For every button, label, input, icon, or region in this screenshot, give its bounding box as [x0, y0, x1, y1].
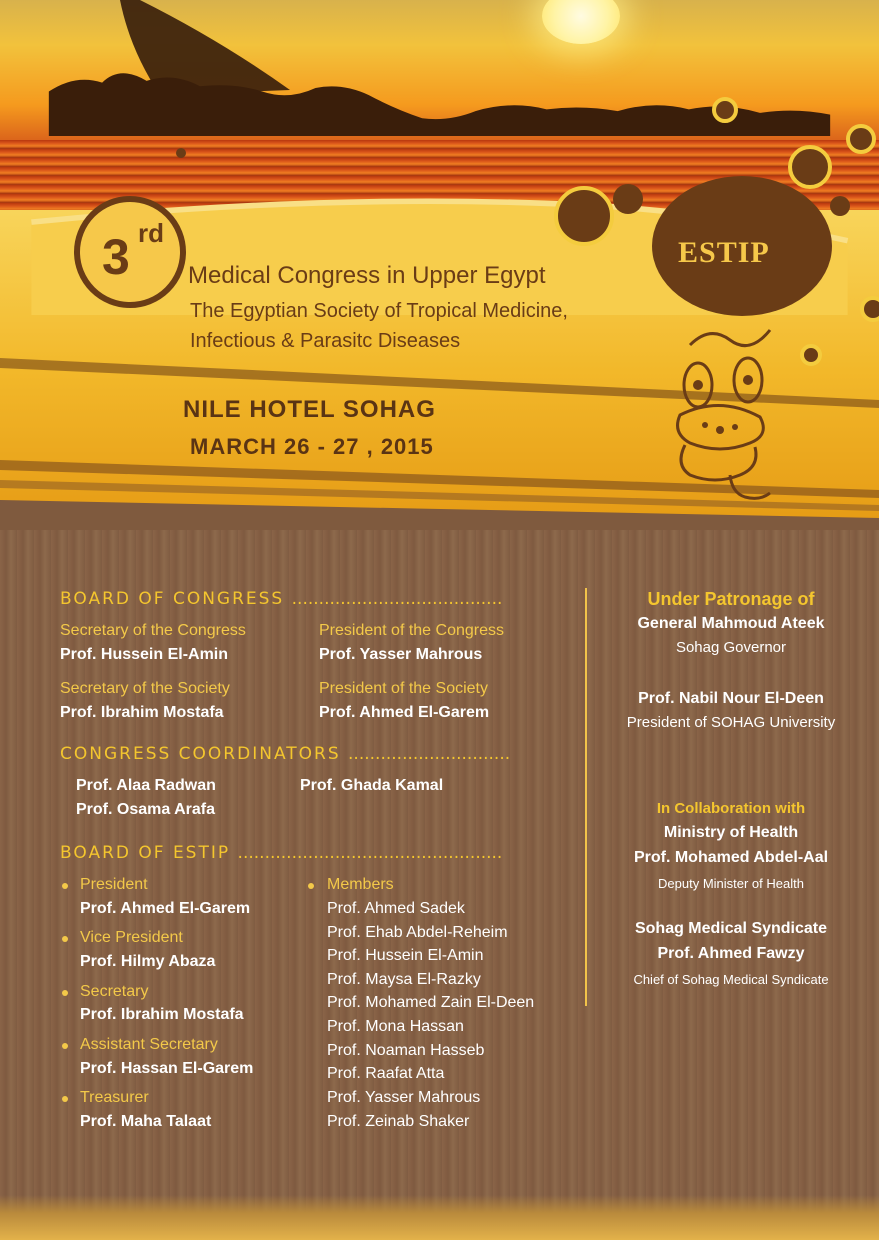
bullet-point	[62, 1043, 68, 1049]
coordinator-name: Prof. Alaa Radwan	[76, 777, 216, 794]
parasite-illustration	[660, 325, 780, 505]
collaborator-title: Chief of Sohag Medical Syndicate	[633, 972, 829, 987]
collaborator-name: Prof. Mohamed Abdel-Aal	[633, 849, 829, 866]
board-of-estip-heading	[60, 843, 502, 863]
estip-officer-name: Prof. Ahmed El-Garem	[80, 900, 251, 917]
estip-officer-role: Vice President	[80, 929, 183, 946]
society-name-line1: The Egyptian Society of Tropical Medicine,	[190, 300, 568, 322]
patron-name: General Mahmoud Ateek	[637, 615, 825, 632]
palm-tree-silhouette	[0, 56, 879, 136]
bullet-point	[62, 936, 68, 942]
estip-officer-role: Assistant Secretary	[80, 1036, 218, 1053]
estip-officer-role: Secretary	[80, 983, 149, 1000]
decor-circle	[788, 145, 832, 189]
congress-president-name: Prof. Yasser Mahrous	[319, 646, 483, 663]
collaborator-org: Ministry of Health	[663, 824, 799, 841]
dotted-leader: ..............................	[348, 744, 511, 764]
member-name: Prof. Zeinab Shaker	[327, 1113, 470, 1130]
edition-suffix: rd	[138, 218, 164, 248]
member-name: Prof. Hussein El-Amin	[327, 947, 484, 964]
dotted-leader: .......................................	[291, 589, 503, 609]
poster-header	[0, 0, 879, 530]
bullet-point	[62, 1096, 68, 1102]
decor-circle	[860, 296, 879, 322]
decor-circle	[554, 186, 614, 246]
edition-number: 3	[102, 229, 128, 285]
coordinators-title: CONGRESS COORDINATORS	[60, 744, 341, 764]
estip-officer-name: Prof. Hassan El-Garem	[80, 1060, 254, 1077]
decor-circle	[846, 124, 876, 154]
member-name: Prof. Ahmed Sadek	[327, 900, 465, 917]
board-of-congress-heading	[60, 589, 502, 609]
collaborator-title: Deputy Minister of Health	[658, 876, 804, 891]
member-name: Prof. Mona Hassan	[327, 1018, 464, 1035]
estip-officer-role: Treasurer	[80, 1089, 149, 1106]
board-of-estip-title: BOARD OF ESTIP	[60, 843, 231, 863]
estip-officer-name: Prof. Maha Talaat	[80, 1113, 212, 1130]
board-of-congress-title: BOARD OF CONGRESS	[60, 589, 285, 609]
estip-badge-label: ESTIP	[678, 236, 770, 269]
patron-title: President of SOHAG University	[626, 714, 836, 731]
congress-president-role: President of the Congress	[319, 622, 504, 639]
decor-circle	[613, 184, 643, 214]
bullet-point	[308, 883, 314, 889]
footer-glow	[0, 1195, 879, 1240]
member-name: Prof. Maysa El-Razky	[327, 971, 481, 988]
estip-officer-name: Prof. Ibrahim Mostafa	[80, 1006, 244, 1023]
coordinators-heading	[60, 744, 510, 764]
member-name: Prof. Mohamed Zain El-Deen	[327, 994, 535, 1011]
decor-circle	[800, 344, 822, 366]
members-label: Members	[327, 876, 394, 893]
estip-officer-name: Prof. Hilmy Abaza	[80, 953, 216, 970]
collaborator-org: Sohag Medical Syndicate	[634, 920, 828, 937]
society-secretary-role: Secretary of the Society	[60, 680, 230, 697]
bullet-point	[62, 883, 68, 889]
decor-circle	[830, 196, 850, 216]
event-date: MARCH 26 - 27 , 2015	[190, 434, 434, 459]
coordinator-name: Prof. Ghada Kamal	[300, 777, 444, 794]
collaboration-heading: In Collaboration with	[656, 800, 806, 817]
congress-secretary-role: Secretary of the Congress	[60, 622, 246, 639]
member-name: Prof. Ehab Abdel-Reheim	[327, 924, 508, 941]
society-name-line2: Infectious & Parasitc Diseases	[190, 330, 461, 352]
congress-secretary-name: Prof. Hussein El-Amin	[60, 646, 229, 663]
bullet-point	[62, 990, 68, 996]
edition-badge	[74, 196, 186, 308]
society-name	[190, 296, 568, 356]
member-name: Prof. Noaman Hasseb	[327, 1042, 485, 1059]
decor-circle	[712, 97, 738, 123]
patron-name: Prof. Nabil Nour El-Deen	[638, 690, 824, 707]
collaborator-name: Prof. Ahmed Fawzy	[657, 945, 805, 962]
venue: NILE HOTEL SOHAG	[183, 396, 436, 423]
dotted-leader: .................................................	[237, 843, 503, 863]
patronage-heading: Under Patronage of	[647, 589, 815, 609]
patron-title: Sohag Governor	[675, 639, 787, 656]
member-name: Prof. Raafat Atta	[327, 1065, 445, 1082]
society-secretary-name: Prof. Ibrahim Mostafa	[60, 704, 224, 721]
member-name: Prof. Yasser Mahrous	[327, 1089, 481, 1106]
decor-circle	[176, 148, 186, 158]
coordinator-name: Prof. Osama Arafa	[76, 801, 216, 818]
society-president-role: President of the Society	[319, 680, 488, 697]
estip-officer-role: President	[80, 876, 148, 893]
congress-title: Medical Congress in Upper Egypt	[188, 262, 546, 289]
society-president-name: Prof. Ahmed El-Garem	[319, 704, 490, 721]
